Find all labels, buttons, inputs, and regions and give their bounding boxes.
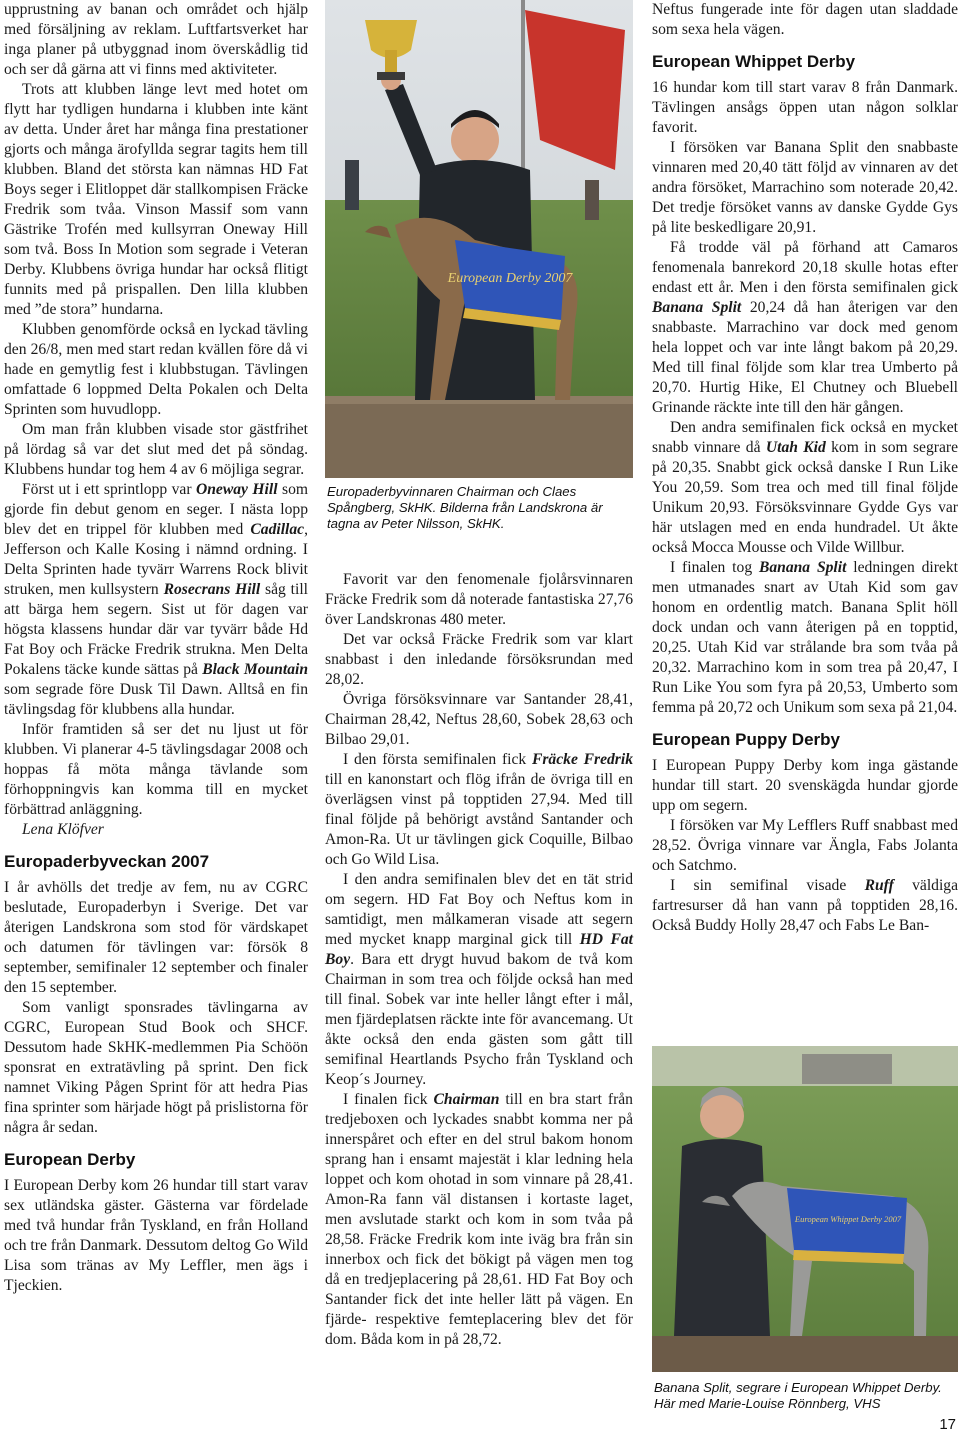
caption-text: Banana Split, segrare i European Whippet Derby. Här med Marie-Louise Rönnberg, VHS: [654, 1380, 942, 1411]
dog-name: Cadillac: [250, 521, 305, 538]
section-heading: European Puppy Derby: [652, 730, 840, 749]
blanket-text: European Derby 2007: [447, 271, 573, 286]
paragraph: I European Derby kom 26 hundar till start varav sex utländska gäster. Gästerna var fördelade med två hundar från Tyskland, en från Holland och tre från Danmark. Dessutom deltog Go Wild Lisa som tränas av My Leffler, men ägs i Tjeckien.: [4, 1177, 308, 1294]
paragraph: I år avhölls det tredje av fem, nu av CGRC beslutade, Europaderbyn i Sverige. Det var återigen Landskrona som stod för värdskapet och datumen för tävlingen var: försök 8 september, semifinaler 12 september och finaler den 15 september.: [4, 879, 308, 996]
paragraph: I sin semifinal visade Ruff väldiga fartresurser då han vann på topptiden 28,16. Också Buddy Holly 28,47 och Fabs Le Ban-: [652, 877, 958, 934]
paragraph: I European Puppy Derby kom inga gästande hundar till start. 20 svenskägda hundar gjorde upp om segern.: [652, 757, 958, 814]
photo-whippet-winner-image: [652, 1046, 958, 1372]
paragraph: Trots att klubben länge levt med hotet om flytt har tydligen hundarna i klubben inte känt av detta. Under året har många fina prestationer gjorts och många ärofyllda segrar tagits hem till klubben. Bland det största kan nämnas HD Fat Boys seger i Elitloppet där stallkompisen Fräcke Fredrik som tvåa. Vinson Massif som vann Gästrike Trofén med kullsyrran Oneway Hill som två. Boss In Motion som segrade i Veteran Derby. Klubbens övriga hundar har också flitigt funnits med på prispallen. Den lilla klubben med ”de stora” hundarna.: [4, 81, 308, 318]
paragraph: I finalen fick Chairman till en bra start från tredjeboxen och lyckades snabbt komma ner på innerspåret och efter en del strul bakom honom sprang han i ensamt majestät i klar ledning hela loppet och kom ohotad in som vinnare på 28,41. Amon-Ra fann väl distansen i kortaste laget, men avslutade starkt och kom in som tvåa på 28,58. Fräcke Fredrik kom inte iväg bra från sin innerbox och fick det bökigt på vägen men tog då en tredjeplacering på 28,61. HD Fat Boy och Santander fick det inte heller lätt på vägen. En fjärde- respektive femteplacering blev det för dom. Båda kom in på 28,72.: [325, 1091, 633, 1348]
paragraph: Övriga försöksvinnare var Santander 28,41, Chairman 28,42, Neftus 28,60, Sobek 28,63 och Bilbao 29,01.: [325, 691, 633, 748]
paragraph: 16 hundar kom till start varav 8 från Danmark. Tävlingen ansågs öppen utan någon solklar favorit.: [652, 79, 958, 136]
paragraph: Först ut i ett sprintlopp var Oneway Hill som gjorde fin debut genom en seger. I nästa lopp blev det en trippel för klubben med Cadillac, Jefferson och Kalle Kosing i nämnd ordning. I Delta Sprinten hade tyvärr Warrens Rock blivit struken, men kullsystern Rosecrans Hill såg till att bärga hem segern. Sist ut för dagen var högsta klassens hundar där var tyvärr både Hd Fat Boy och Fräcke Fredrik strukna. Men Delta Pokalens täcke kunde sättas på Black Mountain som segrade före Dusk Til Dawn. Alltså en fin tävlingsdag för klubbens alla hundar.: [4, 481, 308, 718]
blanket-text: European Whippet Derby 2007: [794, 1214, 902, 1224]
section-heading: Europaderbyveckan 2007: [4, 852, 210, 871]
photo-caption: [654, 1380, 958, 1412]
paragraph: I den första semifinalen fick Fräcke Fredrik till en kanonstart och flög ifrån de övriga till en överlägsen vinst på topptiden 27,94. Med till final följde på behörigt avstånd Santander och Amon-Ra. Ut ur tävlingen gick Coquille, Bilbao och Go Wild Lisa.: [325, 751, 633, 868]
paragraph: Favorit var den fenomenale fjolårsvinnaren Fräcke Fredrik som då noterade fantastiska 27,76 över Landskronas 480 meter.: [325, 571, 633, 628]
section-heading: European Whippet Derby: [652, 52, 856, 71]
page-number: 17: [939, 1416, 956, 1433]
dog-name: Chairman: [433, 1091, 500, 1108]
paragraph: I försöken var My Lefflers Ruff snabbast med 28,52. Övriga vinnare var Ängla, Fabs Jolanta och Satchmo.: [652, 817, 958, 874]
caption-text: Europaderbyvinnaren Chairman och Claes Spångberg, SkHK. Bilderna från Landskrona är tagna av Peter Nilsson, SkHK.: [327, 484, 603, 531]
dog-name: Utah Kid: [765, 439, 826, 456]
dog-name: Banana Split: [652, 299, 742, 316]
paragraph: Som vanligt sponsrades tävlingarna av CGRC, European Stud Book och SHCF. Dessutom hade SkHK-medlemmen Pia Schöön sponsrat en extratävling på sprint. Den fick namnet Viking Pågen Sprint för att hedra Pias fina sprinter som härjade högt på prislistorna för några år sedan.: [4, 999, 308, 1136]
paragraph: Neftus fungerade inte för dagen utan sladdade som sexa hela vägen.: [652, 1, 958, 38]
paragraph: Det var också Fräcke Fredrik som var klart snabbast i den inledande försöksrundan med 28,02.: [325, 631, 633, 688]
dog-name: Ruff: [864, 877, 894, 894]
author-signature: Lena Klöfver: [22, 821, 104, 838]
paragraph: Den andra semifinalen fick också en mycket snabb vinnare då Utah Kid kom in som segrare på 20,35. Snabbt gick också danske I Run Like You 20,59. Som trea och med till final följde Unikum 20,93. Försöksvinnare Gydde Gys var här utslagen med en enda hundradel. Ut åkte också Mocca Mousse och Vilde Willbur.: [652, 419, 958, 556]
paragraph: Inför framtiden så ser det nu ljust ut för klubben. Vi planerar 4-5 tävlingsdagar 2008 och hoppas få möta många tävlande som förhoppningvis kan komma till en mycket förbättrad anläggning.: [4, 721, 308, 818]
paragraph: I finalen tog Banana Split ledningen direkt men utmanades snart av Utah Kid som gav honom en ordentlig match. Banana Split höll dock undan och vann återigen på en topptid, 20,25. Utah Kid var strålande bra som tvåa på 20,32. Marrachino kom in som trea på 20,47, I Run Like You som fyra på 20,53, Umberto som femma på 20,72 och Unikum som sexa på 21,04.: [652, 559, 958, 716]
dog-name: Oneway Hill: [195, 481, 278, 498]
photo-derby-winner-image: [325, 0, 633, 478]
paragraph: Få trodde väl på förhand att Camaros fenomenala banrekord 20,18 skulle hotas efter endast ett år. Men i den första semifinalen gick Banana Split 20,24 då han återigen var den snabbaste. Marrachino var dock med genom hela loppet och var inte långt bakom på 20,29. Med till final följde som klar trea Umberto på 20,70. Hurtig Hike, El Chutney och Bluebell Grinande räckte inte till den här gången.: [652, 239, 958, 416]
paragraph: I försöken var Banana Split den snabbaste vinnaren med 20,40 tätt följd av vinnaren av det andra försöket, Marrachino som noterade 20,42. Det tredje försöket vanns av danske Gydde Gys på lite beskedligare 20,91.: [652, 139, 958, 236]
column-right: [652, 0, 958, 936]
photo-whippet-winner: [652, 1046, 958, 1372]
dog-name: HD Fat Boy: [325, 931, 633, 968]
paragraph: Om man från klubben visade stor gästfrihet på lördag så var det slut med det på söndag. Klubbens hundar tog hem 4 av 6 möjliga segrar.: [4, 421, 308, 478]
dog-name: Fräcke Fredrik: [531, 751, 633, 768]
dog-name: Black Mountain: [202, 661, 308, 678]
dog-name: Banana Split: [758, 559, 847, 576]
photo-derby-winner: [325, 0, 633, 478]
dog-name: Rosecrans Hill: [163, 581, 261, 598]
paragraph: I den andra semifinalen blev det en tät strid om segern. HD Fat Boy och Neftus kom in samtidigt, men målkameran visade att segern med mycket knapp marginal gick till HD Fat Boy. Bara ett drygt huvud bakom de två kom Chairman in som trea och följde också han med till final. Sobek var inte heller långt efter i mål, men fjärdeplatsen räckte inte för avancemang. Ut åkte också den enda gästen som gått till semifinal Heartlands Psycho från Tyskland och Keop´s Journey.: [325, 871, 633, 1088]
column-middle: [325, 570, 633, 1350]
section-heading: European Derby: [4, 1150, 136, 1169]
paragraph: Klubben genomförde också en lyckad tävling den 26/8, men med start redan kvällen före då vi hade en gemytlig fest i klubbstugan. Tävlingen omfattade 6 loppmed Delta Pokalen och Delta Sprinten som huvudlopp.: [4, 321, 308, 418]
photo-caption: [327, 484, 631, 532]
column-left: [4, 0, 308, 1296]
paragraph: upprustning av banan och området och hjälp med försäljning av reklam. Luftfartsverket har inga planer på utbyggnad inom överskådlig tid och ser då gärna att vi finns med aktiviteter.: [4, 1, 308, 78]
